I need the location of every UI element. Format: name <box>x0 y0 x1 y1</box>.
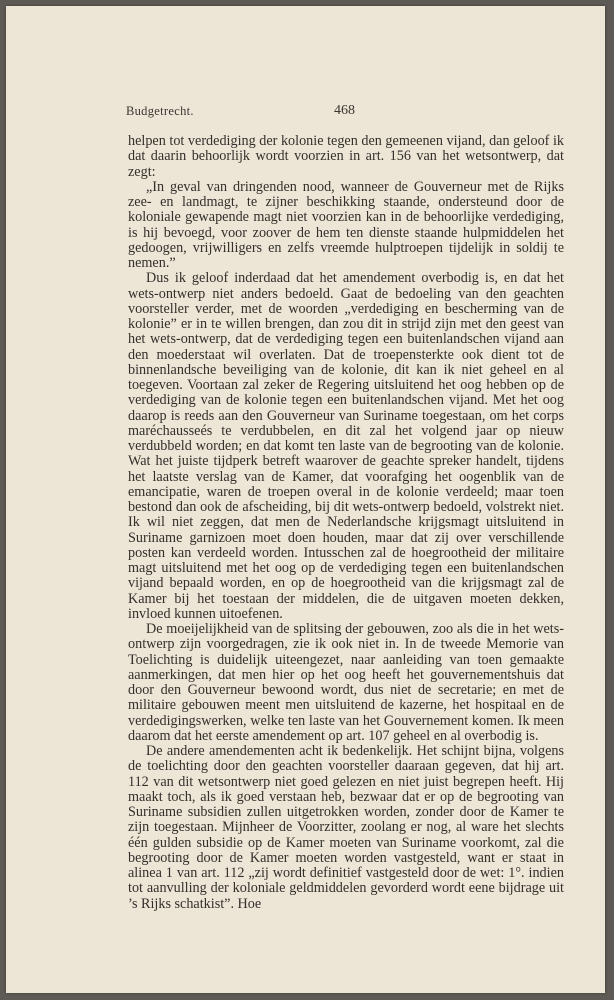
paragraph: Dus ik geloof inderdaad dat het amendement overbodig is, en dat het wets-ontwerp niet anders bedoeld. Gaat de bedoeling van den geachten voorsteller verder, met de woorden „verdediging en bescherming van de kolonie” er in te willen brengen, dan zou dit in strijd zijn met den geest van het wets-ontwerp, dat de verdediging tegen een buitenlandschen vijand aan den moederstaat wil overlaten. Dat de troepensterkte ook dient tot de binnenlandsche beveiliging van de kolonie, dit kan ik niet geheel en al toegeven. Voortaan zal zeker de Regering uitsluitend het oog hebben op de verdediging van de kolonie tegen een buitenlandschen vijand. Met het oog daarop is reeds aan den Gouverneur van Suriname toegestaan, om het corps maréchausseés te verdubbelen, en dit zal het volgend jaar op nieuw verdubbeld worden; en dat komt ten laste van de begrooting van de kolonie. Wat het juiste tijdperk betreft waarover de geachte spreker handelt, tijdens het laatste verslag van de Kamer, dat voorafging het oogenblik van de emancipatie, waren de troepen overal in de kolonie verdeeld; maar toen bestond dan ook de afscheiding, bij dit wets-ontwerp bedoeld, volstrekt niet. Ik wil niet zeggen, dat men de Nederlandsche krijgsmagt uitsluitend in Suriname garnizoen moet doen houden, maar dat zij over verschillende posten kan verdeeld worden. Intusschen zal de hoegrootheid der militaire magt uitsluitend met het oog op de verdediging tegen een buitenlandschen vijand bepaald worden, en op de hoegrootheid van die krijgsmagt zal de Kamer bij het toestaan der middelen, die de uitgaven moeten dekken, invloed kunnen uitoefenen. <box>128 270 564 622</box>
running-title: Budgetrecht. <box>126 104 194 118</box>
page-header <box>126 104 562 122</box>
paragraph: helpen tot verdediging der kolonie tegen den gemeenen vijand, dan geloof ik dat daarin behoorlijk wordt voorzien in art. 156 van het wetsontwerp, dat zegt: <box>128 133 564 180</box>
paragraph: De moeijelijkheid van de splitsing der gebouwen, zoo als die in het wets-ontwerp zijn voorgedragen, zie ik ook niet in. In de tweede Memorie van Toelichting is duidelijk uiteengezet, naar aanleiding van toen gemaakte aanmerkingen, dat men hier op het oog heeft het gouvernementshuis dat door den Gouverneur bewoond wordt, dus niet de secretarie; en met de militaire gebouwen meent men uitsluitend de kazerne, het hospitaal en de verdedigingswerken, welke ten laste van het Gouvernement komen. Ik meen daarom dat het eerste amendement op art. 107 geheel en al overbodig is. <box>128 621 564 744</box>
page-number: 468 <box>334 103 355 118</box>
quote-paragraph: „In geval van dringenden nood, wanneer de Gouverneur met de Rijks zee- en landmagt, te zijner beschikking staande, ondersteund door de koloniale gewapende magt niet voorzien kan in de behoorlijke verdediging, is hij bevoegd, voor zoover de hem ten dienste staande hulpmiddelen het gedoogen, vrijwilligers en zelfs vreemde hulptroepen tijdelijk in soldij te nemen.” <box>128 178 564 271</box>
book-page <box>6 6 605 993</box>
paragraph: De andere amendementen acht ik bedenkelijk. Het schijnt bijna, volgens de toelichting door den geachten voorsteller daaraan gegeven, dat hij art. 112 van dit wetsontwerp niet goed gelezen en niet juist begrepen heeft. Hij maakt toch, als ik goed verstaan heb, bezwaar dat er op de begrooting van Suriname subsidien zullen uitgetrokken worden, zonder door de Kamer te zijn toegestaan. Mijnheer de Voorzitter, zoolang er nog, al ware het slechts één gulden subsidie op de Kamer moeten van Suriname voorkomt, zal die begrooting door de Kamer moeten worden vastgesteld, want er staat in alinea 1 van art. 112 „zij wordt definitief vastgesteld door de wet: 1°. indien tot aanvulling der koloniale geldmiddelen gevorderd wordt eene bijdrage uit ’s Rijks schatkist”. Hoe <box>128 743 564 912</box>
body-text <box>128 134 564 912</box>
